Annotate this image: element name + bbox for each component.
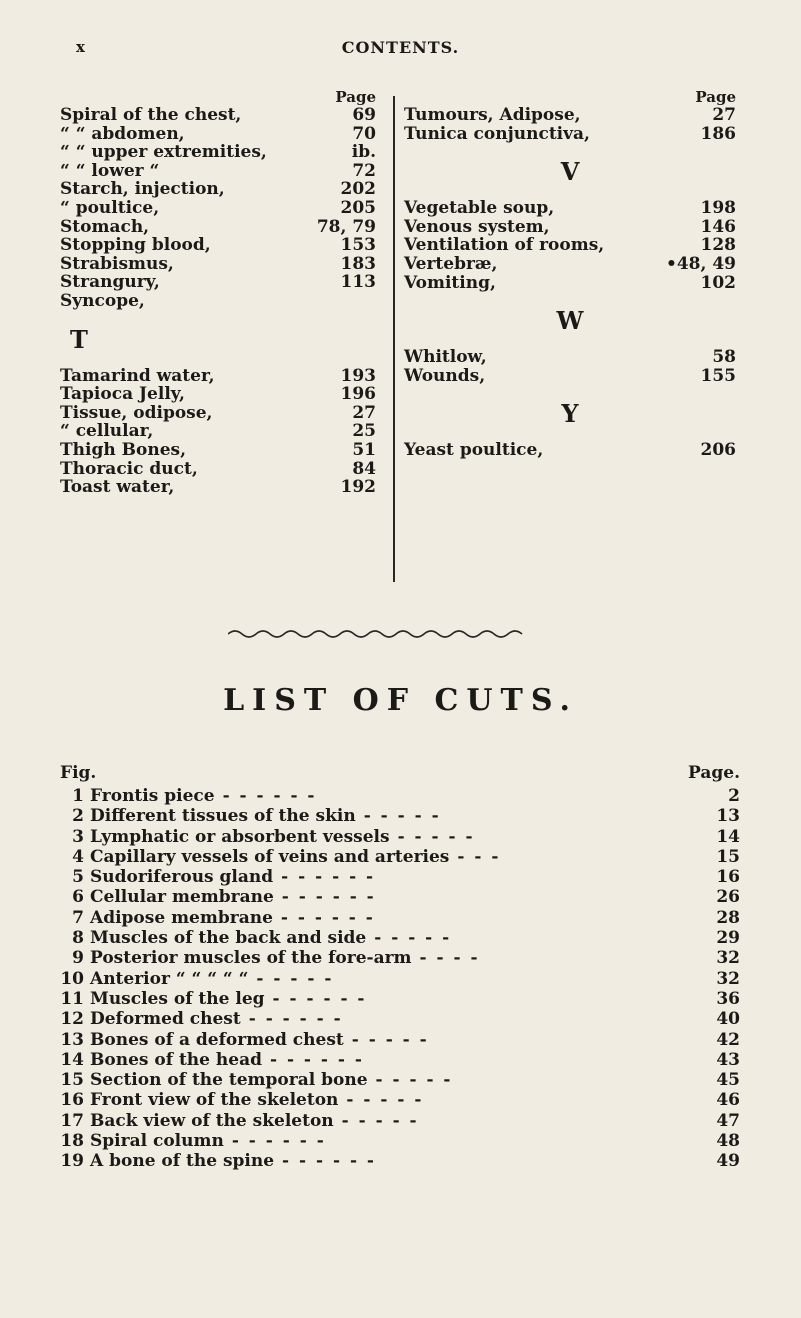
cut-leader-dashes: - - - - - -	[222, 786, 317, 806]
index-entry-page: 58	[712, 347, 736, 368]
cut-label: Bones of the head	[90, 1049, 262, 1070]
cut-entry	[60, 1131, 740, 1151]
cut-leader-dashes: - - - - -	[256, 968, 334, 989]
index-entry	[60, 218, 376, 237]
index-entry-label: Toast water,	[60, 477, 175, 498]
cut-entry	[60, 1030, 740, 1050]
cuts-list	[60, 786, 740, 1172]
cut-leader-dashes: - - - - - -	[282, 1151, 376, 1172]
index-entry-label: Tissue, odipose,	[60, 402, 213, 423]
index-entry-page: 72	[352, 160, 376, 181]
cut-page: 40	[716, 1009, 740, 1030]
cut-label: Different tissues of the skin	[90, 806, 356, 827]
index-group-y	[404, 441, 736, 460]
cut-entry	[60, 908, 740, 928]
list-of-cuts-title: LIST OF CUTS.	[223, 683, 578, 718]
index-entry-page: 155	[700, 365, 736, 386]
index-entry	[404, 348, 736, 367]
index-entry-label: “ “ abdomen,	[60, 123, 185, 144]
index-entry	[60, 106, 376, 125]
index-entry	[60, 125, 376, 144]
cut-label: Capillary vessels of veins and arteries	[90, 846, 450, 867]
index-entry	[60, 367, 376, 386]
cut-entry	[60, 806, 740, 826]
cut-entry	[60, 887, 740, 907]
index-entry-label: Starch, injection,	[60, 179, 225, 200]
cut-number: 11	[60, 988, 84, 1009]
index-entry-page: 146	[700, 216, 736, 237]
index-entry	[60, 404, 376, 423]
section-letter-t: T	[70, 324, 88, 354]
column-divider	[393, 96, 395, 582]
index-entry	[404, 441, 736, 460]
cut-entry	[60, 1009, 740, 1029]
cut-page: 48	[716, 1131, 740, 1152]
cut-leader-dashes: - - - - - -	[231, 1131, 326, 1152]
index-entry-label: Yeast poultice,	[404, 440, 544, 461]
cut-leader-dashes: - - -	[457, 846, 501, 867]
cut-number: 8	[72, 928, 84, 949]
index-entry-page: 192	[340, 477, 376, 498]
index-group-t-cont	[404, 106, 736, 143]
index-entry	[404, 218, 736, 237]
cut-number: 3	[72, 826, 84, 847]
cut-label: Posterior muscles of the fore-arm	[90, 948, 412, 969]
index-entry-page: 78, 79	[316, 216, 376, 237]
cut-leader-dashes: - - - - -	[363, 806, 441, 827]
fig-column-head: Fig.	[60, 763, 97, 783]
cut-page: 36	[716, 988, 740, 1009]
index-entry	[60, 441, 376, 460]
cut-number: 18	[60, 1131, 84, 1152]
index-entry-page: 202	[340, 179, 376, 200]
index-entry-page: 70	[352, 123, 376, 144]
cut-page: 42	[716, 1029, 740, 1050]
index-entry-label: “ “ lower “	[60, 160, 160, 181]
wavy-rule-divider	[228, 628, 528, 640]
cut-number: 15	[60, 1070, 84, 1091]
index-entry-page: 69	[352, 105, 376, 125]
cut-number: 1	[72, 786, 84, 806]
cut-label: Back view of the skeleton	[90, 1110, 334, 1131]
cut-page: 49	[716, 1151, 740, 1172]
index-entry-label: Vegetable soup,	[404, 198, 555, 219]
cut-leader-dashes: - - - - -	[374, 928, 452, 949]
cut-page: 13	[716, 806, 740, 827]
cut-label: Sudoriferous gland	[90, 867, 274, 888]
cut-entry	[60, 948, 740, 968]
cuts-header-row	[60, 760, 740, 786]
cut-page: 29	[716, 928, 740, 949]
cut-entry	[60, 827, 740, 847]
cut-page: 26	[716, 887, 740, 908]
index-entry-page: 102	[700, 272, 736, 293]
index-group-s	[60, 106, 376, 311]
cut-label: Anterior “ “ “ “ “	[90, 968, 249, 989]
page-column-head: Page	[335, 88, 376, 106]
cut-number: 9	[72, 948, 84, 969]
cut-page: 14	[716, 826, 740, 847]
index-entry-page: 113	[340, 272, 376, 293]
cut-entry	[60, 1050, 740, 1070]
index-entry	[404, 125, 736, 144]
index-entry	[60, 273, 376, 292]
cut-label: Adipose membrane	[90, 907, 273, 928]
index-group-v	[404, 199, 736, 292]
index-entry-page: 51	[352, 439, 376, 460]
cut-label: Bones of a deformed chest	[90, 1029, 344, 1050]
index-entry-label: “ poultice,	[60, 197, 160, 218]
index-entry	[60, 143, 376, 162]
index-entry	[60, 385, 376, 404]
index-entry-label: Strabismus,	[60, 253, 174, 274]
cut-page: 32	[716, 948, 740, 969]
index-entry-label: Whitlow,	[404, 347, 487, 368]
index-entry-page: 183	[340, 253, 376, 274]
cut-entry	[60, 928, 740, 948]
index-entry-label: Vertebræ,	[404, 253, 498, 274]
cut-number: 4	[72, 846, 84, 867]
index-entry	[404, 274, 736, 293]
index-entry-label: Wounds,	[404, 365, 486, 386]
index-entry-page: 27	[712, 105, 736, 125]
index-entry-label: “ cellular,	[60, 421, 154, 442]
index-column-left	[60, 88, 376, 497]
index-entry-label: Venous system,	[404, 216, 550, 237]
index-entry-page: 196	[340, 384, 376, 405]
cut-label: A bone of the spine	[90, 1151, 275, 1172]
index-entry-label: Tapioca Jelly,	[60, 384, 185, 405]
cut-leader-dashes: - - - - -	[341, 1110, 419, 1131]
cut-entry	[60, 969, 740, 989]
cut-page: 45	[716, 1070, 740, 1091]
cut-number: 5	[72, 867, 84, 888]
page-column-head: Page	[695, 88, 736, 106]
index-entry-label: Stomach,	[60, 216, 150, 237]
index-entry-page: ib.	[351, 142, 376, 163]
cut-entry	[60, 1090, 740, 1110]
cut-page: 28	[716, 907, 740, 928]
index-entry-label: Strangury,	[60, 272, 160, 293]
index-entry	[60, 478, 376, 497]
index-entry-page: 193	[340, 365, 376, 386]
index-entry	[60, 180, 376, 199]
page-number-mark: x	[76, 38, 85, 56]
index-entry-page: 198	[700, 198, 736, 219]
index-entry	[404, 106, 736, 125]
index-entry-page: 186	[700, 123, 736, 144]
cut-leader-dashes: - - - - - -	[281, 887, 376, 908]
index-entry-label: Tunica conjunctiva,	[404, 123, 590, 144]
index-column-right	[404, 88, 736, 460]
list-of-cuts	[60, 760, 740, 1172]
cut-label: Frontis piece	[90, 786, 215, 806]
cut-leader-dashes: - - - - - -	[272, 988, 367, 1009]
cut-label: Deformed chest	[90, 1009, 241, 1030]
cut-leader-dashes: - - - - - -	[269, 1049, 364, 1070]
cut-entry	[60, 786, 740, 806]
cut-number: 17	[60, 1110, 84, 1131]
page-column-head: Page.	[688, 763, 740, 783]
index-entry-label: Spiral of the chest,	[60, 105, 242, 125]
cut-entry	[60, 847, 740, 867]
cut-page: 16	[716, 867, 740, 888]
section-letter-w: W	[556, 306, 584, 336]
index-entry	[404, 367, 736, 386]
cut-number: 13	[60, 1029, 84, 1050]
cut-page: 32	[716, 968, 740, 989]
index-entry-label: “ “ upper extremities,	[60, 142, 267, 163]
cut-page: 46	[716, 1090, 740, 1111]
index-entry-page: 25	[352, 421, 376, 442]
cut-label: Cellular membrane	[90, 887, 274, 908]
index-entry	[60, 162, 376, 181]
index-entry	[404, 199, 736, 218]
cut-number: 14	[60, 1049, 84, 1070]
cut-number: 7	[72, 907, 84, 928]
cut-leader-dashes: - - - -	[419, 948, 480, 969]
cut-entry	[60, 1151, 740, 1171]
index-entry	[60, 292, 376, 311]
cut-page: 2	[728, 786, 740, 806]
index-entry-page: 205	[340, 197, 376, 218]
cut-label: Front view of the skeleton	[90, 1090, 339, 1111]
cut-label: Spiral column	[90, 1131, 224, 1152]
index-entry	[404, 236, 736, 255]
cut-number: 6	[72, 887, 84, 908]
cut-page: 15	[716, 846, 740, 867]
cut-leader-dashes: - - - - -	[397, 826, 475, 847]
cut-leader-dashes: - - - - -	[375, 1070, 453, 1091]
cut-label: Muscles of the back and side	[90, 928, 367, 949]
cut-number: 16	[60, 1090, 84, 1111]
cut-leader-dashes: - - - - -	[346, 1090, 424, 1111]
index-entry	[60, 255, 376, 274]
section-letter-y: Y	[561, 399, 579, 429]
cut-label: Section of the temporal bone	[90, 1070, 368, 1091]
cut-page: 47	[716, 1110, 740, 1131]
cut-leader-dashes: - - - - - -	[248, 1009, 343, 1030]
index-entry-page: 84	[352, 458, 376, 479]
running-header: CONTENTS.	[341, 38, 460, 57]
cut-label: Lymphatic or absorbent vessels	[90, 826, 390, 847]
cut-number: 19	[60, 1151, 84, 1172]
index-entry-page: 153	[340, 235, 376, 256]
cut-number: 12	[60, 1009, 84, 1030]
index-entry-page: 206	[700, 440, 736, 461]
index-entry-label: Stopping blood,	[60, 235, 211, 256]
index-entry	[60, 199, 376, 218]
cut-leader-dashes: - - - - - -	[280, 907, 375, 928]
cut-label: Muscles of the leg	[90, 988, 265, 1009]
index-entry-page: 27	[352, 402, 376, 423]
index-entry-label: Tamarind water,	[60, 365, 215, 386]
index-entry	[60, 422, 376, 441]
cut-leader-dashes: - - - - -	[351, 1029, 429, 1050]
index-entry-page: 128	[700, 235, 736, 256]
cut-entry	[60, 989, 740, 1009]
cut-page: 43	[716, 1049, 740, 1070]
index-entry	[60, 460, 376, 479]
cut-number: 2	[72, 806, 84, 827]
cut-number: 10	[60, 968, 84, 989]
index-group-t	[60, 367, 376, 497]
index-group-w	[404, 348, 736, 385]
cut-entry	[60, 1111, 740, 1131]
index-entry-label: Tumours, Adipose,	[404, 105, 581, 125]
index-entry	[60, 236, 376, 255]
cut-entry	[60, 867, 740, 887]
index-entry-page: •48, 49	[665, 253, 736, 274]
index-entry	[404, 255, 736, 274]
cut-entry	[60, 1070, 740, 1090]
index-entry-label: Ventilation of rooms,	[404, 235, 605, 256]
index-entry-label: Syncope,	[60, 290, 145, 311]
index-entry-label: Thigh Bones,	[60, 439, 187, 460]
cut-leader-dashes: - - - - - -	[281, 867, 376, 888]
index-entry-label: Thoracic duct,	[60, 458, 198, 479]
section-letter-v: V	[560, 157, 580, 187]
index-entry-label: Vomiting,	[404, 272, 496, 293]
